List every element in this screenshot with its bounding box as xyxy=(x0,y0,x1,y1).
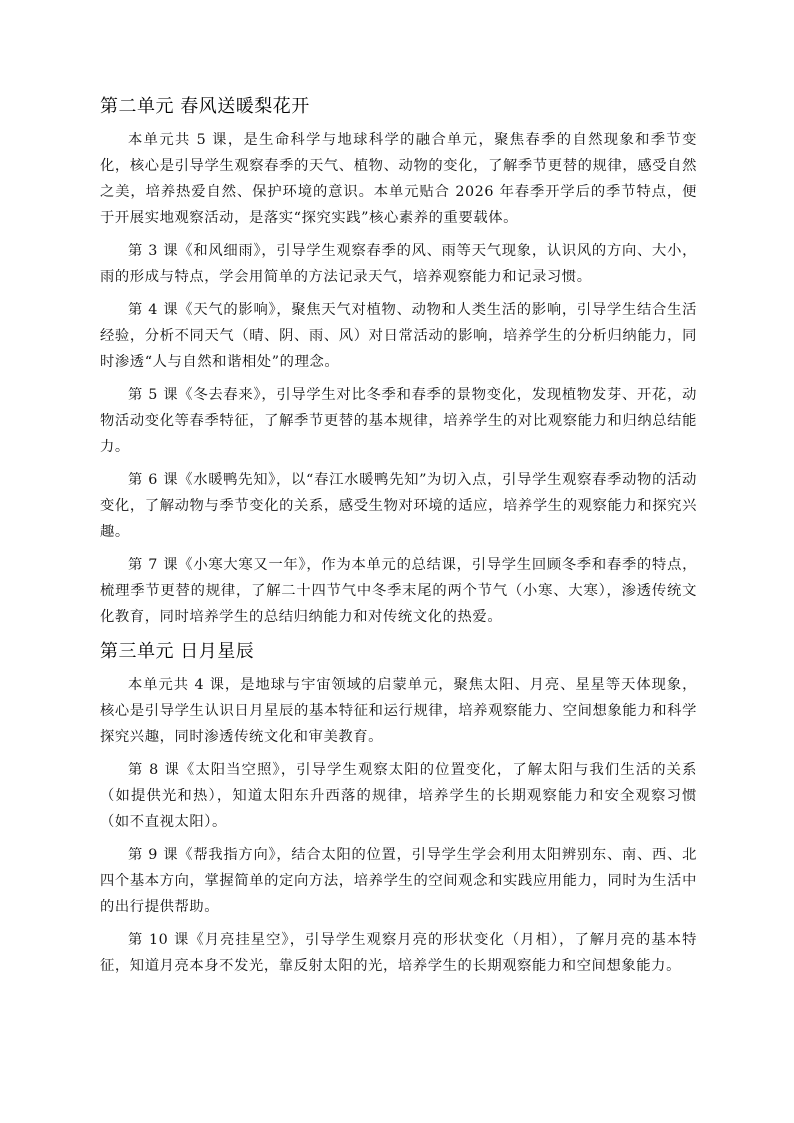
lesson-6-paragraph: 第 6 课《水暖鸭先知》，以“春江水暖鸭先知”为切入点，引导学生观察春季动物的活动变化，了解动物与季节变化的关系，感受生物对环境的适应，培养学生的观察能力和探究兴趣。 xyxy=(100,472,697,540)
lesson-5-paragraph: 第 5 课《冬去春来》，引导学生对比冬季和春季的景物变化，发现植物发芽、开花，动物活动变化等春季特征，了解季节更替的基本规律，培养学生的对比观察能力和归纳总结能力。 xyxy=(100,387,697,455)
lesson-9-paragraph: 第 9 课《帮我指方向》，结合太阳的位置，引导学生学会利用太阳辨别东、南、西、北四个基本方向，掌握简单的定向方法，培养学生的空间观念和实践应用能力，同时为生活中的出行提供帮助。 xyxy=(100,847,697,915)
document-page xyxy=(100,88,697,986)
unit-2-title: 第二单元 春风送暖梨花开 xyxy=(100,96,310,117)
unit-3-title: 第三单元 日月星辰 xyxy=(100,641,255,662)
unit-3-intro-paragraph: 本单元共 4 课，是地球与宇宙领域的启蒙单元，聚焦太阳、月亮、星星等天体现象，核心是引导学生认识日月星辰的基本特征和运行规律，培养观察能力、空间想象能力和科学探究兴趣，同时渗透传统文化和审美教育。 xyxy=(100,677,697,745)
lesson-8-paragraph: 第 8 课《太阳当空照》，引导学生观察太阳的位置变化，了解太阳与我们生活的关系（如提供光和热），知道太阳东升西落的规律，培养学生的长期观察能力和安全观察习惯（如不直视太阳）。 xyxy=(100,762,697,830)
lesson-4-paragraph: 第 4 课《天气的影响》，聚焦天气对植物、动物和人类生活的影响，引导学生结合生活经验，分析不同天气（晴、阴、雨、风）对日常活动的影响，培养学生的分析归纳能力，同时渗透“人与自然和谐相处”的理念。 xyxy=(100,302,697,370)
lesson-7-paragraph: 第 7 课《小寒大寒又一年》，作为本单元的总结课，引导学生回顾冬季和春季的特点，梳理季节更替的规律，了解二十四节气中冬季末尾的两个节气（小寒、大寒），渗透传统文化教育，同时培养学生的总结归纳能力和对传统文化的热爱。 xyxy=(100,557,697,625)
lesson-10-paragraph: 第 10 课《月亮挂星空》，引导学生观察月亮的形状变化（月相），了解月亮的基本特征，知道月亮本身不发光，靠反射太阳的光，培养学生的长期观察能力和空间想象能力。 xyxy=(100,932,697,974)
lesson-3-paragraph: 第 3 课《和风细雨》，引导学生观察春季的风、雨等天气现象，认识风的方向、大小，雨的形成与特点，学会用简单的方法记录天气，培养观察能力和记录习惯。 xyxy=(100,243,697,285)
unit-2-intro-paragraph: 本单元共 5 课，是生命科学与地球科学的融合单元，聚焦春季的自然现象和季节变化，核心是引导学生观察春季的天气、植物、动物的变化，了解季节更替的规律，感受自然之美，培养热爱自然、保护环境的意识。本单元贴合 2026 年春季开学后的季节特点，便于开展实地观察活动，是落实“探究实践”核心素养的重要载体。 xyxy=(100,132,697,226)
